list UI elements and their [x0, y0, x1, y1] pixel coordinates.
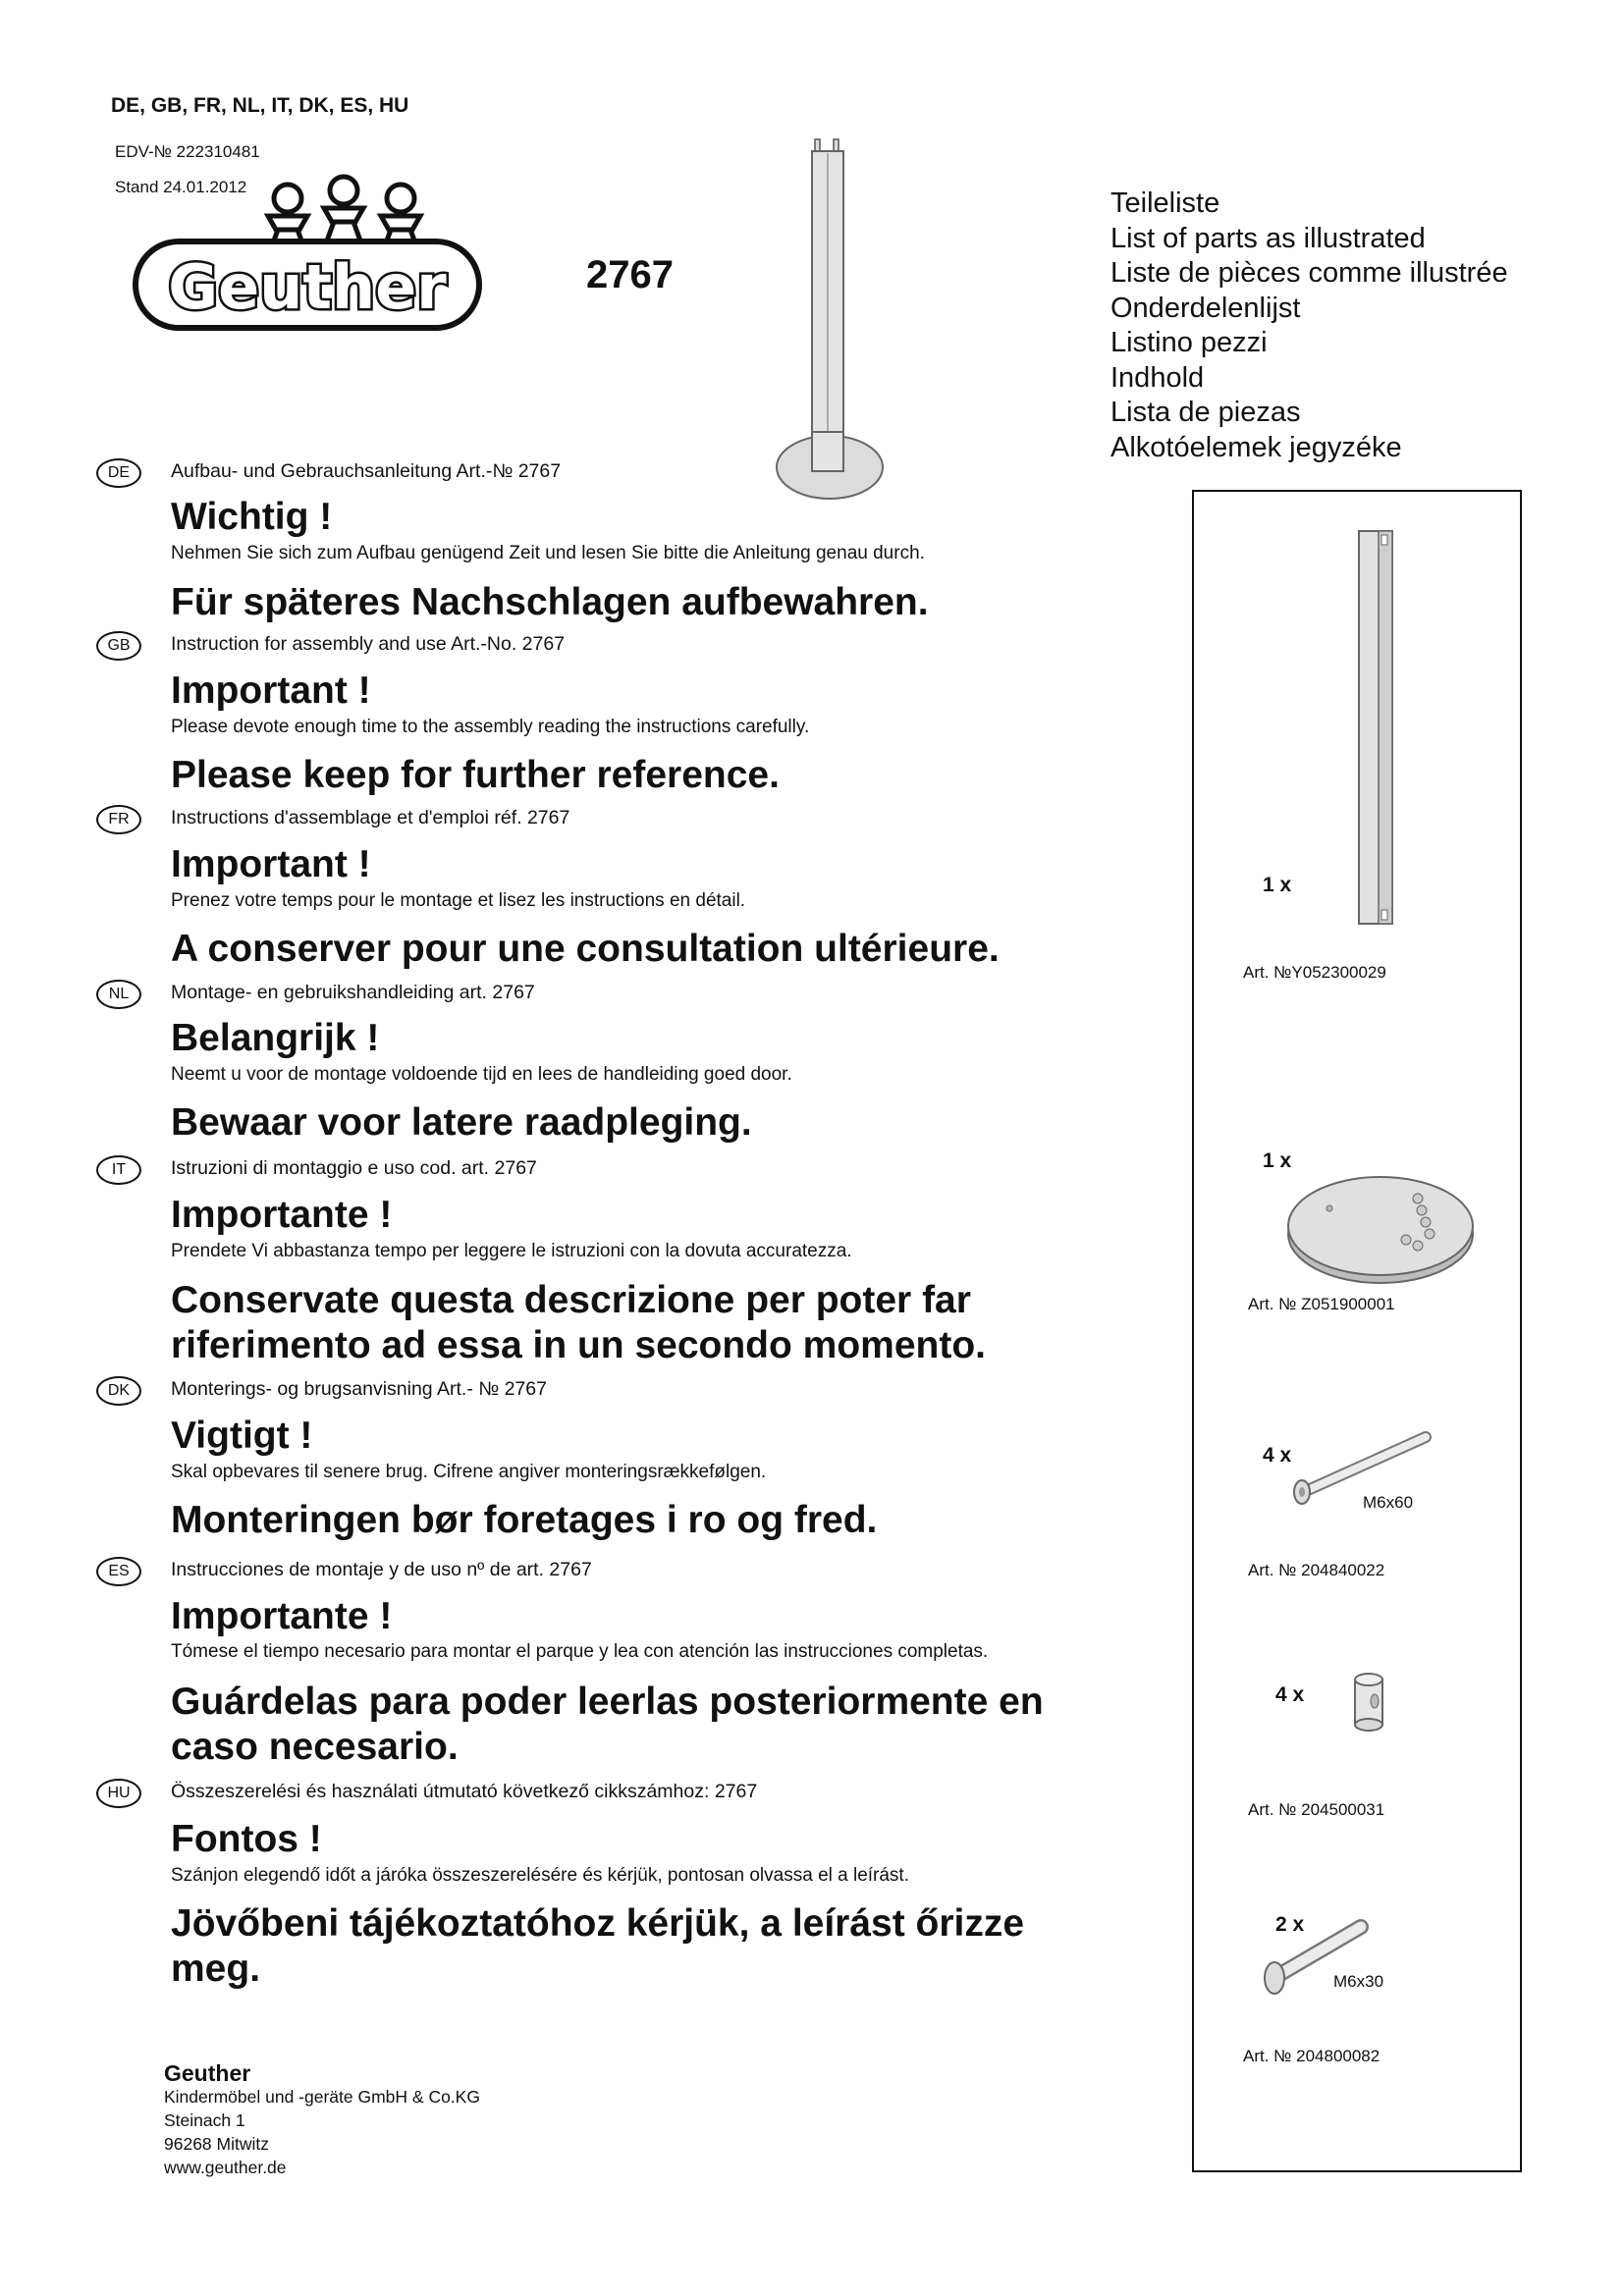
lang-badge-de: DE [96, 458, 141, 488]
lang-badge-gb: GB [96, 631, 141, 661]
keep-hu: Jövőbeni tájékoztatóhoz kérjük, a leírást őrizze [171, 1902, 1025, 1945]
company-line2: Steinach 1 [164, 2110, 245, 2130]
parts-title-it: Listino pezzi [1110, 327, 1268, 358]
lang-badge-nl: NL [96, 980, 141, 1009]
company-website: www.geuther.de [164, 2158, 287, 2177]
note-fr: Prenez votre temps pour le montage et lisez les instructions en détail. [171, 890, 746, 911]
instruction-dk: Monterings- og brugsanvisning Art.- № 2767 [171, 1378, 547, 1400]
company-line3: 96268 Mitwitz [164, 2134, 269, 2154]
important-fr: Important ! [171, 843, 371, 885]
article-number: 2767 [586, 253, 674, 296]
part-3-art: Art. № 204840022 [1248, 1561, 1385, 1579]
svg-text:Geuther: Geuther [168, 251, 447, 323]
company-address [164, 2061, 480, 2179]
parts-title-gb: List of parts as illustrated [1110, 222, 1426, 254]
edv-number: EDV-№ 222310481 [115, 142, 260, 161]
keep-es-line2: caso necesario. [171, 1726, 459, 1768]
instruction-hu: Összeszerelési és használati útmutató következő cikkszámhoz: 2767 [171, 1781, 758, 1802]
parts-title-dk: Indhold [1110, 361, 1205, 394]
parts-list-titles [1110, 187, 1508, 465]
part-4-art: Art. № 204500031 [1248, 1800, 1385, 1819]
part-2-qty: 1 x [1263, 1149, 1292, 1172]
important-it: Importante ! [171, 1194, 393, 1236]
keep-nl: Bewaar voor latere raadpleging. [171, 1101, 752, 1144]
note-de: Nehmen Sie sich zum Aufbau genügend Zeit und lesen Sie bitte die Anleitung genau durch. [171, 543, 925, 563]
keep-gb: Please keep for further reference. [171, 754, 780, 796]
company-name: Geuther [164, 2060, 251, 2086]
instruction-es: Instrucciones de montaje y de uso nº de art. 2767 [171, 1559, 592, 1580]
keep-fr: A conserver pour une consultation ultérieure. [171, 928, 1000, 970]
part-disc-image [1282, 1169, 1479, 1287]
lang-badge-dk: DK [96, 1376, 141, 1406]
instruction-de: Aufbau- und Gebrauchsanleitung Art.-№ 2767 [171, 460, 562, 482]
instruction-fr: Instructions d'assemblage et d'emploi réf. 2767 [171, 807, 570, 828]
important-nl: Belangrijk ! [171, 1017, 380, 1059]
part-tube-image [1349, 527, 1408, 930]
parts-title-de: Teileliste [1110, 187, 1220, 219]
part-2-art: Art. № Z051900001 [1248, 1295, 1395, 1313]
instruction-gb: Instruction for assembly and use Art.-No. 2767 [171, 633, 566, 655]
geuther-logo [131, 165, 484, 332]
part-barrel-nut-image [1349, 1668, 1388, 1736]
part-3-size: M6x60 [1363, 1493, 1414, 1512]
keep-de: Für späteres Nachschlagen aufbewahren. [171, 581, 929, 623]
part-5-qty: 2 x [1275, 1913, 1305, 1936]
languages-line: DE, GB, FR, NL, IT, DK, ES, HU [111, 94, 409, 117]
instruction-nl: Montage- en gebruikshandleiding art. 2767 [171, 982, 535, 1003]
keep-es: Guárdelas para poder leerlas posteriormente en [171, 1681, 1044, 1723]
lang-badge-hu: HU [96, 1779, 141, 1808]
parts-title-es: Lista de piezas [1110, 397, 1301, 428]
lang-badge-it: IT [96, 1155, 141, 1185]
note-it: Prendete Vi abbastanza tempo per leggere le istruzioni con la dovuta accuratezza. [171, 1241, 852, 1261]
important-dk: Vigtigt ! [171, 1415, 313, 1457]
post-illustration [773, 137, 891, 510]
important-hu: Fontos ! [171, 1818, 322, 1860]
part-1-art: Art. №Y052300029 [1243, 963, 1386, 982]
important-gb: Important ! [171, 669, 371, 712]
important-de: Wichtig ! [171, 496, 333, 538]
note-nl: Neemt u voor de montage voldoende tijd en lees de handleiding goed door. [171, 1064, 792, 1085]
note-hu: Szánjon elegendő időt a járóka összeszerelésére és kérjük, pontosan olvassa el a leírást. [171, 1865, 909, 1886]
part-3-qty: 4 x [1263, 1444, 1292, 1467]
stand-date: Stand 24.01.2012 [115, 178, 247, 196]
keep-hu-line2: meg. [171, 1948, 261, 1990]
parts-title-nl: Onderdelenlijst [1110, 292, 1301, 324]
keep-dk: Monteringen bør foretages i ro og fred. [171, 1499, 878, 1541]
note-es: Tómese el tiempo necesario para montar el parque y lea con atención las instrucciones completas. [171, 1641, 989, 1662]
important-es: Importante ! [171, 1595, 393, 1637]
company-line1: Kindermöbel und -geräte GmbH & Co.KG [164, 2087, 480, 2107]
note-dk: Skal opbevares til senere brug. Cifrene angiver monteringsrækkefølgen. [171, 1462, 767, 1482]
keep-it: Conservate questa descrizione per poter far [171, 1279, 971, 1321]
part-4-qty: 4 x [1275, 1683, 1305, 1706]
parts-title-fr: Liste de pièces comme illustrée [1110, 257, 1508, 289]
lang-badge-es: ES [96, 1557, 141, 1586]
part-5-art: Art. № 204800082 [1243, 2047, 1380, 2065]
part-5-size: M6x30 [1333, 1972, 1384, 1991]
parts-box [1192, 490, 1522, 2172]
part-bolt-long-image [1288, 1429, 1435, 1508]
keep-it-line2: riferimento ad essa in un secondo momento. [171, 1324, 986, 1366]
instruction-it: Istruzioni di montaggio e uso cod. art. 2767 [171, 1157, 537, 1179]
parts-title-hu: Alkotóelemek jegyzéke [1110, 431, 1402, 463]
part-1-qty: 1 x [1263, 874, 1292, 896]
lang-badge-fr: FR [96, 805, 141, 834]
note-gb: Please devote enough time to the assembly reading the instructions carefully. [171, 717, 810, 737]
